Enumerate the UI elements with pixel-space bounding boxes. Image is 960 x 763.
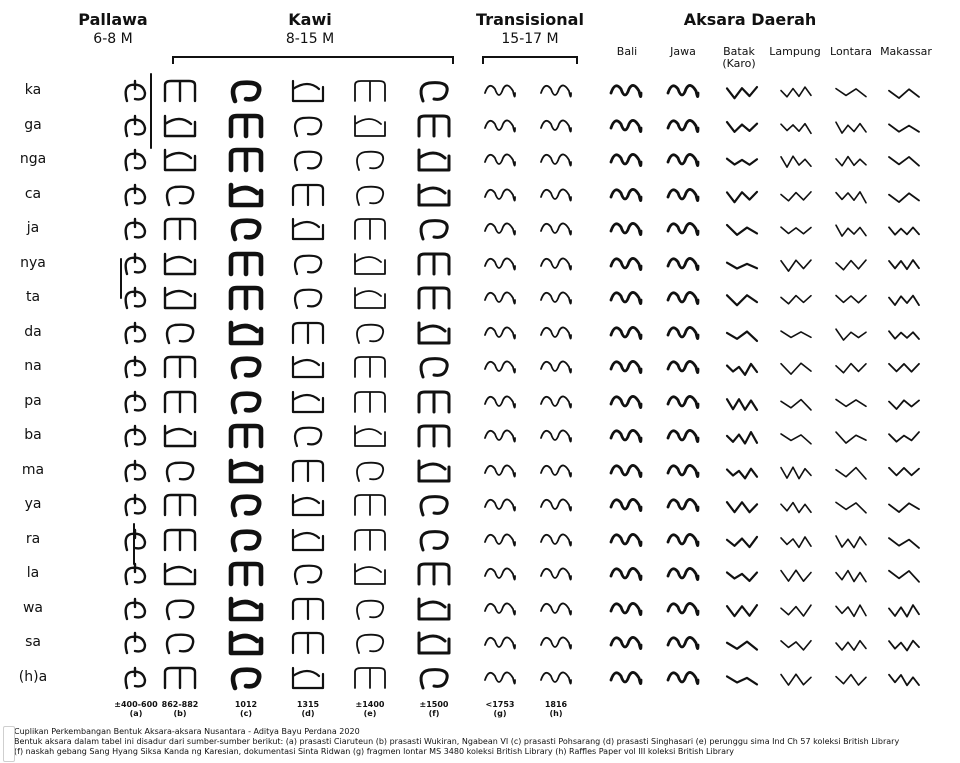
row-label-la: la (26, 565, 40, 581)
glyph-da-col2 (220, 319, 272, 347)
glyph-ba-col2 (220, 422, 272, 450)
date-col5 (406, 700, 462, 718)
date-year: ±400-600 (114, 700, 158, 709)
glyph-pa-col10 (716, 388, 768, 416)
glyph-ta-col12 (825, 284, 877, 312)
glyph-nga-col7 (530, 146, 582, 174)
glyph-ta-col13 (878, 284, 930, 312)
col-header-makassar: Makassar (880, 45, 932, 58)
row-label-ra: ra (25, 530, 41, 547)
glyph-ta-col4 (344, 284, 396, 312)
glyph-da-col5 (408, 319, 460, 347)
glyph-ja-col9 (657, 215, 709, 243)
glyph-wa-col2 (220, 595, 272, 623)
glyph-ha-col1 (154, 664, 206, 692)
glyph-sa-col10 (716, 629, 768, 657)
glyph-sa-col4 (344, 629, 396, 657)
glyph-ka-col12 (825, 77, 877, 105)
glyph-ra-col13 (878, 526, 930, 554)
date-col6 (472, 700, 528, 718)
glyph-na-col13 (878, 353, 930, 381)
glyph-la-col3 (282, 560, 334, 588)
col-header-karo: (Karo) (722, 57, 756, 70)
glyph-ba-col7 (530, 422, 582, 450)
glyph-la-col11 (770, 560, 822, 588)
glyph-ja-col4 (344, 215, 396, 243)
glyph-ja-col6 (474, 215, 526, 243)
glyph-nya-col5 (408, 250, 460, 278)
date-col1 (152, 700, 208, 718)
col-header-lampung: Lampung (769, 45, 821, 58)
glyph-la-col7 (530, 560, 582, 588)
group-range-transisional: 15-17 M (501, 31, 559, 47)
glyph-ra-col1 (154, 526, 206, 554)
date-year: ±1500 (419, 700, 449, 709)
glyph-ja-col7 (530, 215, 582, 243)
glyph-nya-col11 (770, 250, 822, 278)
watermark-mark (3, 726, 15, 762)
glyph-wa-col11 (770, 595, 822, 623)
date-source: (a) (129, 709, 143, 718)
date-year: 862-882 (161, 700, 199, 709)
row-label-nya: nya (20, 254, 46, 271)
glyph-la-col5 (408, 560, 460, 588)
glyph-nga-col6 (474, 146, 526, 174)
glyph-wa-col3 (282, 595, 334, 623)
glyph-ba-col9 (657, 422, 709, 450)
glyph-ga-col3 (282, 112, 334, 140)
glyph-ta-col9 (657, 284, 709, 312)
glyph-ga-col2 (220, 112, 272, 140)
glyph-ka-col11 (770, 77, 822, 105)
glyph-ha-col13 (878, 664, 930, 692)
glyph-ca-col10 (716, 181, 768, 209)
glyph-ra-col5 (408, 526, 460, 554)
glyph-da-col7 (530, 319, 582, 347)
glyph-ba-col13 (878, 422, 930, 450)
glyph-ya-col8 (600, 491, 652, 519)
glyph-ba-col5 (408, 422, 460, 450)
date-col3 (280, 700, 336, 718)
glyph-ja-col12 (825, 215, 877, 243)
glyph-ra-col11 (770, 526, 822, 554)
glyph-da-col9 (657, 319, 709, 347)
glyph-ha-col11 (770, 664, 822, 692)
glyph-ra-col3 (282, 526, 334, 554)
glyph-wa-col10 (716, 595, 768, 623)
glyph-la-col2 (220, 560, 272, 588)
glyph-nya-col7 (530, 250, 582, 278)
glyph-ma-col6 (474, 457, 526, 485)
row-label-pa: pa (24, 392, 42, 409)
glyph-ya-col2 (220, 491, 272, 519)
glyph-ja-col2 (220, 215, 272, 243)
glyph-ca-col7 (530, 181, 582, 209)
glyph-ka-col6 (474, 77, 526, 105)
glyph-ca-col4 (344, 181, 396, 209)
glyph-ta-col6 (474, 284, 526, 312)
glyph-la-col13 (878, 560, 930, 588)
glyph-ba-col4 (344, 422, 396, 450)
caption-sources-1: Bentuk aksara dalam tabel ini disadur dari sumber-sumber berikut: (a) prasasti Ciaruteun (b) prasasti Wukiran, Ngabean VI (c) prasasti Pohsarang (d) prasasti Singhasari (e) perunggu sima Ind Ch 57 koleksi British Library (14, 737, 900, 746)
date-col4 (342, 700, 398, 718)
glyph-da-col3 (282, 319, 334, 347)
row-label-wa: wa (22, 599, 44, 616)
glyph-sa-col5 (408, 629, 460, 657)
glyph-na-col6 (474, 353, 526, 381)
glyph-wa-col12 (825, 595, 877, 623)
glyph-pa-col3 (282, 388, 334, 416)
glyph-na-col3 (282, 353, 334, 381)
glyph-ka-col8 (600, 77, 652, 105)
date-year: 1315 (296, 700, 320, 709)
glyph-da-col4 (344, 319, 396, 347)
glyph-la-col6 (474, 560, 526, 588)
glyph-pa-col11 (770, 388, 822, 416)
row-label-ca: ca (24, 185, 42, 202)
group-range-pallawa: 6-8 M (93, 31, 133, 47)
glyph-wa-col1 (154, 595, 206, 623)
glyph-ra-col8 (600, 526, 652, 554)
group-title-transisional: Transisional (476, 10, 584, 29)
glyph-ma-col3 (282, 457, 334, 485)
glyph-ma-col7 (530, 457, 582, 485)
glyph-ca-col9 (657, 181, 709, 209)
row-label-da: da (24, 323, 42, 340)
glyph-ra-col2 (220, 526, 272, 554)
glyph-ma-col13 (878, 457, 930, 485)
glyph-ma-col8 (600, 457, 652, 485)
glyph-ra-col9 (657, 526, 709, 554)
row-label-sa: sa (25, 634, 41, 650)
glyph-la-col1 (154, 560, 206, 588)
glyph-nga-col9 (657, 146, 709, 174)
col-header-batak: Batak (723, 45, 755, 58)
glyph-ya-col6 (474, 491, 526, 519)
glyph-nya-col13 (878, 250, 930, 278)
glyph-ba-col11 (770, 422, 822, 450)
pallawa-ascender-1 (117, 257, 125, 300)
glyph-pa-col12 (825, 388, 877, 416)
glyph-ka-col10 (716, 77, 768, 105)
date-year: 1816 (544, 700, 568, 709)
glyph-ja-col11 (770, 215, 822, 243)
row-label-nga: nga (19, 151, 47, 167)
glyph-ja-col3 (282, 215, 334, 243)
glyph-ja-col1 (154, 215, 206, 243)
glyph-da-col13 (878, 319, 930, 347)
glyph-ha-col12 (825, 664, 877, 692)
row-label-ma: ma (21, 461, 45, 478)
glyph-ta-col2 (220, 284, 272, 312)
glyph-da-col6 (474, 319, 526, 347)
glyph-da-col12 (825, 319, 877, 347)
date-year: 1012 (234, 700, 258, 709)
glyph-ha-col6 (474, 664, 526, 692)
glyph-nga-col3 (282, 146, 334, 174)
glyph-pa-col9 (657, 388, 709, 416)
glyph-ca-col8 (600, 181, 652, 209)
glyph-ma-col2 (220, 457, 272, 485)
row-label-ga: ga (24, 116, 42, 133)
glyph-ka-col13 (878, 77, 930, 105)
glyph-wa-col4 (344, 595, 396, 623)
glyph-ya-col3 (282, 491, 334, 519)
glyph-ka-col2 (220, 77, 272, 105)
glyph-nga-col11 (770, 146, 822, 174)
glyph-pa-col5 (408, 388, 460, 416)
glyph-wa-col5 (408, 595, 460, 623)
glyph-ga-col4 (344, 112, 396, 140)
glyph-sa-col9 (657, 629, 709, 657)
glyph-ta-col3 (282, 284, 334, 312)
glyph-da-col10 (716, 319, 768, 347)
glyph-sa-col1 (154, 629, 206, 657)
glyph-ha-col3 (282, 664, 334, 692)
glyph-ma-col9 (657, 457, 709, 485)
glyph-ta-col11 (770, 284, 822, 312)
caption-sources-2: (f) naskah gebang Sang Hyang Siksa Kanda ng Karesian, dokumentasi Sinta Ridwan (g) fragmen lontar MS 3480 koleksi British Library (h) Raffles Paper vol III koleksi British Library (14, 747, 734, 756)
glyph-na-col9 (657, 353, 709, 381)
glyph-ma-col12 (825, 457, 877, 485)
glyph-na-col7 (530, 353, 582, 381)
pallawa-ascender-2 (130, 522, 138, 566)
glyph-nya-col2 (220, 250, 272, 278)
col-header-bali: Bali (616, 45, 638, 58)
row-label-ba: ba (24, 427, 42, 443)
glyph-da-col11 (770, 319, 822, 347)
glyph-wa-col6 (474, 595, 526, 623)
date-source: (h) (549, 709, 563, 718)
glyph-ja-col5 (408, 215, 460, 243)
glyph-ra-col12 (825, 526, 877, 554)
glyph-wa-col7 (530, 595, 582, 623)
glyph-ga-col7 (530, 112, 582, 140)
glyph-ja-col8 (600, 215, 652, 243)
glyph-na-col5 (408, 353, 460, 381)
date-source: (c) (239, 709, 253, 718)
glyph-ja-col13 (878, 215, 930, 243)
glyph-ba-col3 (282, 422, 334, 450)
glyph-ra-col10 (716, 526, 768, 554)
glyph-ca-col2 (220, 181, 272, 209)
glyph-la-col9 (657, 560, 709, 588)
group-title-pallawa: Pallawa (78, 10, 148, 29)
pallawa-ascender-0 (147, 72, 155, 150)
date-source: (f) (428, 709, 440, 718)
glyph-ha-col9 (657, 664, 709, 692)
glyph-ba-col6 (474, 422, 526, 450)
date-year: ±1400 (355, 700, 385, 709)
col-header-lontara: Lontara (830, 45, 872, 58)
date-source: (e) (363, 709, 377, 718)
glyph-pa-col7 (530, 388, 582, 416)
glyph-ba-col12 (825, 422, 877, 450)
glyph-ga-col8 (600, 112, 652, 140)
glyph-na-col8 (600, 353, 652, 381)
glyph-ca-col1 (154, 181, 206, 209)
glyph-ma-col4 (344, 457, 396, 485)
glyph-sa-col6 (474, 629, 526, 657)
glyph-ga-col13 (878, 112, 930, 140)
date-source: (d) (301, 709, 315, 718)
glyph-sa-col13 (878, 629, 930, 657)
glyph-pa-col6 (474, 388, 526, 416)
glyph-ca-col12 (825, 181, 877, 209)
glyph-ga-col12 (825, 112, 877, 140)
glyph-sa-col2 (220, 629, 272, 657)
glyph-nya-col10 (716, 250, 768, 278)
glyph-pa-col13 (878, 388, 930, 416)
glyph-nga-col8 (600, 146, 652, 174)
glyph-nga-col4 (344, 146, 396, 174)
glyph-nga-col5 (408, 146, 460, 174)
group-range-kawi: 8-15 M (285, 31, 335, 47)
glyph-ka-col3 (282, 77, 334, 105)
glyph-ma-col1 (154, 457, 206, 485)
row-label-ha: (h)a (18, 668, 48, 685)
glyph-ha-col4 (344, 664, 396, 692)
glyph-na-col2 (220, 353, 272, 381)
glyph-ta-col8 (600, 284, 652, 312)
row-label-na: na (24, 358, 42, 374)
glyph-nga-col1 (154, 146, 206, 174)
glyph-wa-col9 (657, 595, 709, 623)
glyph-nya-col9 (657, 250, 709, 278)
glyph-na-col10 (716, 353, 768, 381)
glyph-ya-col11 (770, 491, 822, 519)
date-col2 (218, 700, 274, 718)
glyph-ha-col5 (408, 664, 460, 692)
glyph-nga-col2 (220, 146, 272, 174)
glyph-nga-col10 (716, 146, 768, 174)
caption-title: Cuplikan Perkembangan Bentuk Aksara-aksara Nusantara - Aditya Bayu Perdana 2020 (14, 727, 360, 736)
glyph-wa-col8 (600, 595, 652, 623)
glyph-ya-col9 (657, 491, 709, 519)
glyph-pa-col4 (344, 388, 396, 416)
glyph-ga-col11 (770, 112, 822, 140)
group-title-aksara-daerah: Aksara Daerah (683, 10, 817, 29)
glyph-ka-col9 (657, 77, 709, 105)
date-source: (g) (493, 709, 507, 718)
glyph-ta-col5 (408, 284, 460, 312)
glyph-ca-col11 (770, 181, 822, 209)
glyph-ta-col10 (716, 284, 768, 312)
glyph-pa-col8 (600, 388, 652, 416)
glyph-sa-col11 (770, 629, 822, 657)
glyph-na-col4 (344, 353, 396, 381)
glyph-wa-col13 (878, 595, 930, 623)
glyph-nga-col12 (825, 146, 877, 174)
glyph-ga-col10 (716, 112, 768, 140)
glyph-na-col11 (770, 353, 822, 381)
glyph-ga-col5 (408, 112, 460, 140)
glyph-nga-col13 (878, 146, 930, 174)
glyph-ka-col4 (344, 77, 396, 105)
glyph-la-col4 (344, 560, 396, 588)
date-col7 (528, 700, 584, 718)
glyph-ba-col8 (600, 422, 652, 450)
group-title-kawi: Kawi (288, 10, 332, 29)
glyph-ya-col5 (408, 491, 460, 519)
glyph-sa-col12 (825, 629, 877, 657)
date-source: (b) (173, 709, 187, 718)
date-year: <1753 (485, 700, 515, 709)
glyph-ba-col1 (154, 422, 206, 450)
row-label-ka: ka (24, 82, 42, 98)
glyph-ma-col11 (770, 457, 822, 485)
glyph-ha-col10 (716, 664, 768, 692)
col-header-jawa: Jawa (670, 45, 696, 58)
glyph-ya-col12 (825, 491, 877, 519)
glyph-sa-col7 (530, 629, 582, 657)
transisional-bracket (482, 56, 578, 64)
glyph-ya-col13 (878, 491, 930, 519)
glyph-ca-col5 (408, 181, 460, 209)
glyph-ha-col2 (220, 664, 272, 692)
glyph-ga-col1 (154, 112, 206, 140)
glyph-ta-col7 (530, 284, 582, 312)
glyph-nya-col6 (474, 250, 526, 278)
glyph-ka-col5 (408, 77, 460, 105)
glyph-ya-col4 (344, 491, 396, 519)
glyph-nya-col4 (344, 250, 396, 278)
glyph-pa-col2 (220, 388, 272, 416)
glyph-sa-col3 (282, 629, 334, 657)
glyph-ha-col7 (530, 664, 582, 692)
glyph-da-col8 (600, 319, 652, 347)
glyph-ka-col1 (154, 77, 206, 105)
glyph-ra-col7 (530, 526, 582, 554)
glyph-la-col8 (600, 560, 652, 588)
glyph-nya-col8 (600, 250, 652, 278)
glyph-ra-col6 (474, 526, 526, 554)
glyph-ca-col13 (878, 181, 930, 209)
row-label-ja: ja (26, 220, 40, 236)
glyph-ta-col1 (154, 284, 206, 312)
glyph-ga-col9 (657, 112, 709, 140)
glyph-ya-col7 (530, 491, 582, 519)
glyph-ya-col1 (154, 491, 206, 519)
glyph-ha-col8 (600, 664, 652, 692)
glyph-ma-col10 (716, 457, 768, 485)
glyph-da-col1 (154, 319, 206, 347)
glyph-ba-col10 (716, 422, 768, 450)
kawi-bracket (172, 56, 454, 64)
glyph-ma-col5 (408, 457, 460, 485)
glyph-ja-col10 (716, 215, 768, 243)
glyph-ga-col6 (474, 112, 526, 140)
glyph-na-col12 (825, 353, 877, 381)
glyph-ca-col3 (282, 181, 334, 209)
glyph-nya-col12 (825, 250, 877, 278)
glyph-ka-col7 (530, 77, 582, 105)
glyph-pa-col1 (154, 388, 206, 416)
glyph-la-col12 (825, 560, 877, 588)
glyph-sa-col8 (600, 629, 652, 657)
glyph-ra-col4 (344, 526, 396, 554)
row-label-ya: ya (24, 496, 42, 512)
glyph-nya-col1 (154, 250, 206, 278)
row-label-ta: ta (25, 289, 41, 305)
glyph-na-col1 (154, 353, 206, 381)
glyph-nya-col3 (282, 250, 334, 278)
glyph-ya-col10 (716, 491, 768, 519)
glyph-la-col10 (716, 560, 768, 588)
glyph-ca-col6 (474, 181, 526, 209)
